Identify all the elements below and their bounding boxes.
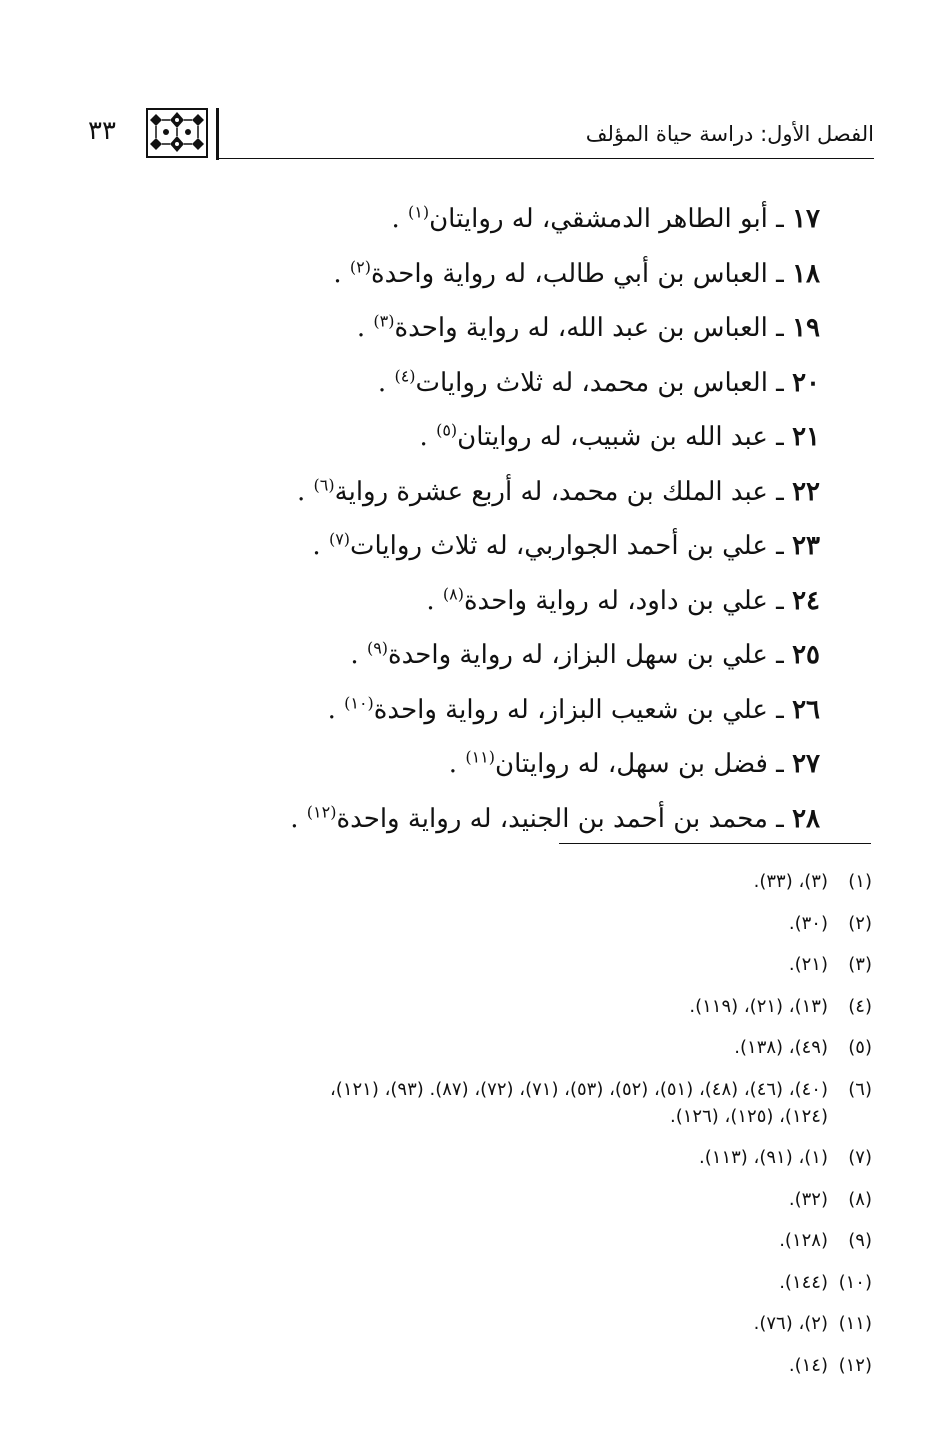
entry-text: ـ علي بن سهل البزاز، له رواية واحدة	[388, 640, 784, 670]
footnote-ref[interactable]: (٩)	[366, 638, 389, 658]
list-item	[120, 741, 820, 796]
footnote-ref[interactable]: (٨)	[442, 583, 464, 603]
page-number: ٣٣	[88, 116, 116, 146]
list-item	[120, 305, 820, 360]
footnote-label: (٨)	[848, 1188, 872, 1210]
footnote-ref[interactable]: (٣)	[373, 311, 395, 331]
footnote-text: (٣)، (٣٣).	[753, 871, 828, 892]
list-item	[120, 414, 820, 469]
entry-number: ١٨	[792, 258, 820, 289]
list-item	[120, 687, 820, 742]
footnote-text: (٤٩)، (١٣٨).	[734, 1037, 828, 1058]
footnote-ref[interactable]: (٧)	[328, 529, 351, 549]
entry-number: ٢٨	[792, 803, 820, 834]
footnote-text: (٣٢).	[788, 1188, 828, 1210]
footnote	[72, 910, 872, 937]
list-item	[120, 360, 820, 415]
list-item	[120, 251, 820, 306]
footnote-ref[interactable]: (١)	[407, 202, 430, 222]
list-item	[120, 796, 820, 851]
footnote-label: (٥)	[848, 1037, 872, 1058]
footnote	[72, 951, 872, 978]
footnote-label: (١١)	[838, 1313, 872, 1334]
footnote	[72, 1076, 872, 1130]
header-underline	[216, 158, 874, 159]
footnote-text: (١٤).	[788, 1354, 828, 1376]
footnotes	[72, 868, 872, 1393]
entry-number: ٢٢	[792, 476, 820, 507]
footnote	[72, 1186, 872, 1213]
footnote-text: (٤٠)، (٤٦)، (٤٨)، (٥١)، (٥٢)، (٥٣)، (٧١)، (٧٢)، (٨٧). (٩٣)، (١٢١)،	[329, 1078, 828, 1100]
chapter-title: الفصل الأول: دراسة حياة المؤلف	[585, 122, 874, 146]
header-vertical-rule	[216, 108, 219, 160]
entry-number: ٢٤	[792, 585, 820, 616]
entry-end: .	[426, 585, 435, 616]
footnote-text: (١٣)، (٢١)، (١١٩).	[689, 995, 828, 1017]
entry-end: .	[333, 258, 342, 289]
entry-end: .	[419, 422, 428, 452]
entry-text: ـ علي بن شعيب البزاز، له رواية واحدة	[373, 694, 784, 725]
entry-number: ٢٧	[792, 749, 820, 779]
entry-text: ـ عبد الملك بن محمد، له أربع عشرة رواية	[334, 476, 784, 507]
list-item	[120, 196, 820, 251]
footnote-text: (٢)، (٧٦).	[753, 1313, 828, 1334]
entry-text: ـ فضل بن سهل، له روايتان	[495, 749, 784, 779]
footnote-text: (١)، (٩١)، (١١٣).	[699, 1147, 828, 1168]
footnote-label: (٢)	[848, 912, 872, 934]
arabesque-ornament-icon	[146, 108, 208, 158]
footnote-separator	[559, 843, 871, 844]
entry-end: .	[350, 640, 359, 670]
footnote	[72, 1269, 872, 1296]
entry-text: ـ علي بن داود، له رواية واحدة	[463, 585, 784, 616]
list-item	[120, 523, 820, 578]
entry-end: .	[327, 694, 336, 725]
footnote-ref[interactable]: (١١)	[465, 747, 496, 767]
footnote-label: (٦)	[848, 1078, 872, 1100]
list-item	[120, 578, 820, 633]
footnote-ref[interactable]: (٢)	[349, 256, 372, 276]
footnote	[72, 1227, 872, 1254]
footnote-text: (١٤٤).	[779, 1271, 828, 1293]
footnote-text: (١٢٨).	[779, 1230, 828, 1251]
entry-end: .	[356, 313, 366, 343]
page-header	[78, 108, 874, 164]
footnote-label: (٣)	[848, 954, 872, 975]
footnote-label: (٩)	[848, 1230, 872, 1251]
entry-end: .	[312, 531, 321, 561]
entry-end: .	[448, 749, 458, 779]
entry-number: ٢١	[792, 422, 820, 452]
footnote	[72, 868, 872, 895]
footnote-label: (٧)	[848, 1147, 872, 1168]
entry-number: ٢٣	[792, 531, 820, 561]
footnote	[72, 1034, 872, 1061]
list-item	[120, 469, 820, 524]
entry-number: ٢٠	[792, 367, 820, 398]
entry-end: .	[391, 204, 400, 234]
entry-text: ـ عبد الله بن شبيب، له روايتان	[457, 422, 784, 452]
entry-end: .	[297, 476, 306, 507]
footnote	[72, 1310, 872, 1337]
entry-text: ـ العباس بن أبي طالب، له رواية واحدة	[371, 258, 784, 289]
footnote	[72, 993, 872, 1020]
footnote-ref[interactable]: (٤)	[394, 365, 416, 385]
entry-end: .	[377, 367, 387, 398]
entry-text: ـ العباس بن محمد، له ثلاث روايات	[415, 367, 784, 398]
footnote-ref[interactable]: (١٠)	[344, 692, 374, 712]
footnote-continuation: (١٢٤)، (١٢٥)، (١٢٦).	[670, 1105, 828, 1127]
footnote-label: (١)	[848, 871, 872, 892]
footnote-label: (١٢)	[838, 1354, 872, 1376]
footnote-text: (٢١).	[788, 954, 828, 975]
footnote-text: (٣٠).	[788, 912, 828, 934]
entry-number: ٢٦	[792, 694, 820, 725]
entry-number: ٢٥	[792, 640, 820, 670]
footnote-ref[interactable]: (٥)	[436, 420, 458, 440]
list-item	[120, 632, 820, 687]
entry-text: ـ علي بن أحمد الجواربي، له ثلاث روايات	[350, 531, 784, 561]
entry-text: ـ العباس بن عبد الله، له رواية واحدة	[394, 313, 784, 343]
entry-number: ١٩	[792, 313, 820, 343]
entry-end: .	[290, 803, 299, 834]
footnote-ref[interactable]: (١٢)	[306, 801, 337, 821]
footnote-label: (١٠)	[838, 1271, 872, 1293]
narrator-list	[120, 196, 820, 850]
entry-text: ـ محمد بن أحمد بن الجنيد، له رواية واحدة	[336, 803, 784, 834]
footnote-label: (٤)	[848, 995, 872, 1017]
footnote	[72, 1144, 872, 1171]
footnote-ref[interactable]: (٦)	[313, 474, 335, 494]
footnote	[72, 1352, 872, 1379]
entry-number: ١٧	[792, 204, 820, 234]
entry-text: ـ أبو الطاهر الدمشقي، له روايتان	[429, 204, 784, 234]
